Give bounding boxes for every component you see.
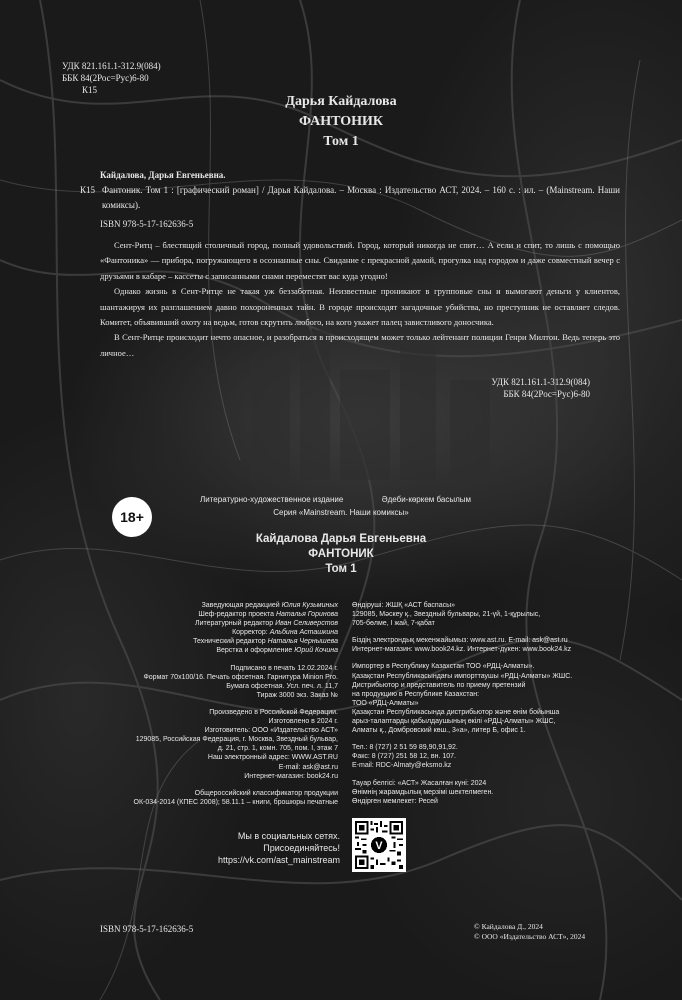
- print-info-line: Тираж 3000 экз. Заказ №: [256, 691, 338, 699]
- udk-code: УДК 821.161.1-312.9(084): [62, 61, 161, 71]
- manufacturer-line: Изготовлено в 2024 г.: [268, 718, 338, 726]
- biblio-author: Кайдалова, Дарья Евгеньевна.: [100, 170, 226, 180]
- credit-line: Заведующая редакцией Юлия Кузьминых: [201, 602, 338, 609]
- importer-line: Алматы қ., Домбровский көш., 3«а», литер Б, офис 1.: [352, 727, 526, 735]
- kz-web-line: Интернет-магазин: www.book24.kz. Интернет-дүкен: www.book24.kz: [352, 646, 572, 654]
- kz-manufacturer-line: Өндіруші: ЖШҚ «АСТ баспасы»: [352, 602, 456, 609]
- imprint-volume: Том 1: [325, 563, 357, 575]
- annotation-paragraph: В Сент-Ритце происходит нечто опасное, и разобраться в происходящем может только лейтенант полиции Генри Милтон. Ведь теперь это личное…: [100, 332, 620, 358]
- manufacturer-line: E-mail: ask@ast.ru: [278, 763, 338, 771]
- social-block: [140, 830, 340, 866]
- credit-line: Корректор: Альбина Асташкина: [232, 629, 338, 637]
- biblio-isbn: ISBN 978-5-17-162636-5: [100, 219, 194, 229]
- social-text: Присоединяйтесь!: [263, 843, 340, 853]
- genre-line: [200, 494, 471, 505]
- author-mark: К15: [82, 85, 98, 95]
- copyright-line: © Кайдалова Д., 2024: [474, 922, 543, 931]
- credit-line: Технический редактор Наталья Чернышева: [193, 638, 338, 646]
- importer-line: Дистрибьютор и представитель по приему претензий: [352, 681, 526, 689]
- age-rating-badge: 18+: [112, 497, 152, 537]
- udk-top-block: [62, 60, 161, 96]
- genre-kz: Әдеби-көркем басылым: [381, 495, 471, 504]
- credit-line: Верстка и оформление Юрий Кочина: [216, 647, 338, 655]
- book-title: ФАНТОНИК: [298, 114, 384, 129]
- annotation-paragraph: Сент-Ритц – блестящий столичный город, полный удовольствий. Город, который никогда не спит… А если и спит, то лишь с помощью «Фантоника» — прибора, погружающего в осознанные сны. Свидание с прекрасной дамой, прогулка над городом и даже совместный вечер с друзьями в кабаре – кассеты с записанными снами переместят вас куда угодно!: [100, 240, 620, 281]
- credit-line: Шеф-редактор проекта Наталья Горинова: [198, 611, 338, 619]
- biblio-description: Фантоник. Том 1 : [графический роман] / Дарья Кайдалова. – Москва : Издательство АСТ, 2024. – 160 с. : ил. – (Mainstream. Наши комиксы).: [102, 185, 620, 210]
- book-volume: Том 1: [323, 134, 359, 149]
- kz-manufacturer-line: 129085, Мәскеу қ., Звездный бульвары, 21-үй, 1-құрылыс,: [352, 611, 541, 619]
- udk-mid-block: [491, 376, 590, 400]
- credit-line: Литературный редактор Иван Селиверстов: [195, 620, 338, 628]
- manufacturer-line: Интернет-магазин: book24.ru: [244, 772, 338, 780]
- contact-line: Факс: 8 (727) 251 58 12, вн. 107.: [352, 753, 456, 761]
- kz-manufacturer-line: 705-бөлме, I жай, 7-қабат: [352, 620, 435, 628]
- book-author: Дарья Кайдалова: [285, 94, 397, 109]
- print-info-line: Формат 70х100/16. Печать офсетная. Гарнитура Minion Pro.: [143, 673, 338, 681]
- svg-text:V: V: [375, 840, 383, 853]
- importer-line: Қазақстан Республикасында дистрибьютор және өнім бойынша: [352, 708, 560, 716]
- print-info-line: Бумага офсетная. Усл. печ. л. 11,7: [226, 682, 338, 690]
- kz-date-line: Тауар белгісі: «АСТ» Жасалған күні: 2024: [352, 779, 487, 787]
- manufacturer-line: 129085, Российская Федерация, г. Москва, Звездный бульвар,: [135, 736, 338, 744]
- kz-web-line: Біздің электрондық мекенжайымыз: www.ast.ru. E-mail: ask@ast.ru: [352, 637, 568, 645]
- isbn-bottom: ISBN 978-5-17-162636-5: [100, 924, 194, 934]
- importer-line: Импортер в Республику Казахстан ТОО «РДЦ-Алматы».: [352, 663, 535, 671]
- imprint-author: Кайдалова Дарья Евгеньевна: [255, 533, 427, 545]
- classifier-line: Общероссийский классификатор продукции: [194, 789, 338, 797]
- bbk-code: ББК 84(2Рос=Рус)6-80: [62, 73, 149, 83]
- importer-line: арыз-талаптарды қабылдаушының өкілі «РДЦ-Алматы» ЖШС,: [352, 718, 556, 726]
- imprint-left-column: [60, 601, 338, 807]
- social-text: Мы в социальных сетях.: [237, 831, 340, 841]
- bibliographic-record: [80, 168, 620, 232]
- udk-code: УДК 821.161.1-312.9(084): [491, 377, 590, 387]
- bbk-code: ББК 84(2Рос=Рус)6-80: [503, 389, 590, 399]
- annotation-paragraph: Однако жизнь в Сент-Ритце не такая уж беззаботная. Неизвестные проникают в групповые сны и вымогают деньги у клиентов, шантажируя их разглашением давно похороненных тайн. В городе происходят загадочные убийства, но преступник не оставляет следов. Комитет, объявивший охоту на ведьм, готов скрутить любого, на кого укажет палец завистливого доносчика.: [100, 286, 620, 328]
- print-info-line: Подписано в печать 12.02.2024 г.: [230, 664, 338, 672]
- imprint-right-column: [352, 601, 652, 806]
- manufacturer-line: Изготовитель: ООО «Издательство АСТ»: [204, 727, 338, 735]
- biblio-code: К15: [80, 185, 96, 195]
- importer-line: ТОО «РДЦ-Алматы»: [352, 699, 419, 707]
- title-block: [0, 92, 682, 152]
- copyright-block: [474, 922, 585, 942]
- annotation: [100, 238, 620, 361]
- social-link[interactable]: https://vk.com/ast_mainstream: [217, 855, 340, 865]
- classifier-line: ОК-034-2014 (КПЕС 2008); 58.11.1 – книги, брошюры печатные: [133, 798, 338, 806]
- manufacturer-line: Наш электронный адрес: WWW.AST.RU: [207, 754, 338, 762]
- vk-qr-code-icon[interactable]: [352, 818, 406, 872]
- kz-date-line: Өндірген мемлекет: Ресей: [352, 797, 438, 805]
- copyright-line: © ООО «Издательство АСТ», 2024: [474, 932, 586, 941]
- imprint-book-title: ФАНТОНИК: [308, 548, 374, 560]
- importer-line: на продукцию в Республике Казахстан:: [352, 690, 480, 698]
- contact-line: Тел.: 8 (727) 2 51 59 89,90,91,92.: [352, 744, 458, 752]
- importer-line: Қазақстан Республикасындағы импорттаушы «РДЦ-Алматы» ЖШС.: [352, 672, 573, 680]
- kz-date-line: Өнімнің жарамдылық мерзімі шектелмеген.: [352, 788, 494, 796]
- genre-ru: Литературно-художественное издание: [200, 495, 344, 504]
- manufacturer-line: д. 21, стр. 1, комн. 705, пом. I, этаж 7: [217, 745, 338, 753]
- imprint-title: [0, 532, 682, 577]
- series-line: Серия «Mainstream. Наши комиксы»: [273, 508, 409, 517]
- contact-line: E-mail: RDC-Almaty@eksmo.kz: [352, 762, 452, 770]
- manufacturer-line: Произведено в Российской Федерации.: [209, 708, 338, 716]
